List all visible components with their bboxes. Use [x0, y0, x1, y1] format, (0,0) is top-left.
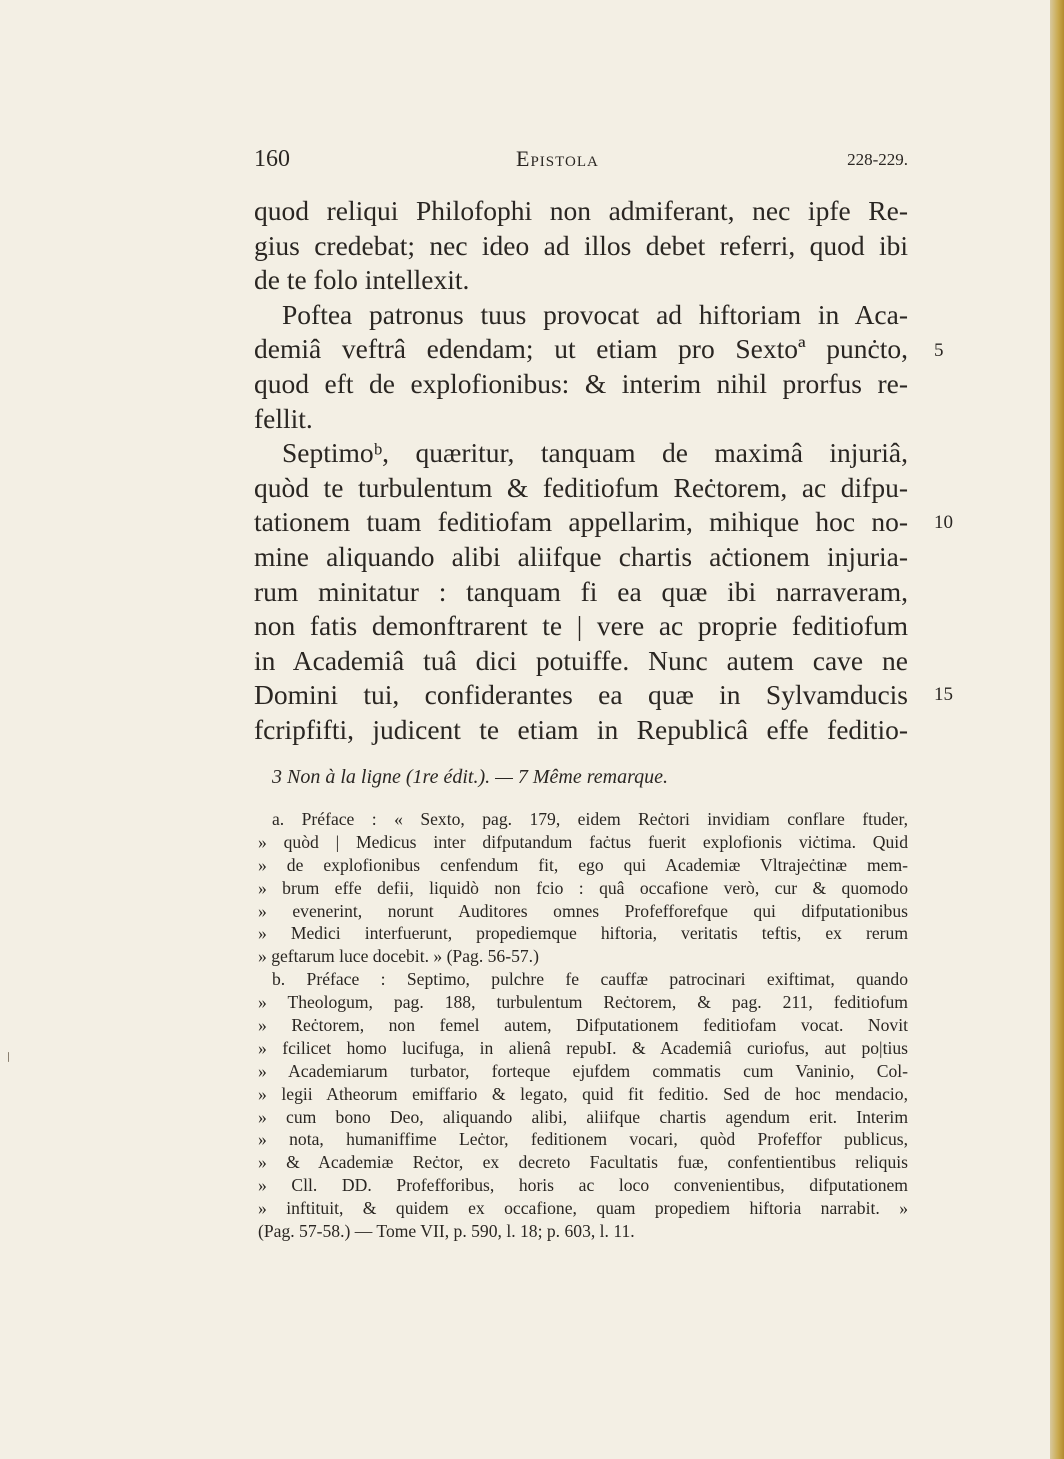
main-text — [254, 194, 908, 748]
text-line: tationem tuam feditiofam appellarim, mihique hoc no- — [254, 506, 908, 538]
footnote-line: » brum effe defii, liquidò non fcio : quâ occafione verò, cur & quomodo — [258, 877, 908, 898]
text-line: Domini tui, confiderantes ea quæ in Sylvamducis — [254, 679, 908, 711]
text-line: in Academiâ tuâ dici potuiffe. Nunc autem cave ne — [254, 644, 908, 676]
text-line: rum minitatur : tanquam fi ea quæ ibi narraveram, — [254, 575, 908, 607]
footnote-line: » Cll. DD. Profefforibus, horis ac loco convenientibus, difputationem — [258, 1175, 908, 1196]
footnote-line: » evenerint, norunt Auditores omnes Profefforefque qui difputationibus — [258, 900, 908, 921]
text-line: quod reliqui Philofophi non admiferant, nec ipfe Re- — [254, 195, 908, 226]
footnote-line: » quòd | Medicus inter difputandum faċtus fuerit explofionis viċtima. Quid — [258, 831, 908, 852]
line-number: 5 — [934, 340, 944, 361]
text-line: mine aliquando alibi aliifque chartis aċtionem injuria- — [254, 540, 908, 572]
footnote-line: » legii Atheorum emiffario & legato, quid fit feditio. Sed de hoc mendacio, — [258, 1083, 908, 1104]
page-reference: 228-229. — [847, 150, 908, 169]
page-edge — [1050, 0, 1064, 1459]
footnote-line: b. Préface : Septimo, pulchre fe cauffæ patrocinari exiftimat, quando — [272, 969, 908, 990]
paper-speck — [8, 1052, 9, 1062]
line-number: 10 — [934, 512, 953, 533]
footnote-line: » & Academiæ Reċtor, ex decreto Facultatis fuæ, confentientibus reliquis — [258, 1152, 908, 1173]
footnote-line: » Academiarum turbator, forteque ejufdem commatis cum Vaninio, Col- — [258, 1060, 908, 1081]
text-line: fcripfifti, judicent te etiam in Republicâ effe feditio- — [254, 713, 908, 745]
text-line: quòd te turbulentum & feditiofum Reċtorem, ac difpu- — [254, 471, 908, 503]
footnotes — [258, 808, 908, 1243]
running-title: Epistola — [516, 146, 599, 171]
footnote-line: » nota, humaniffime Leċtor, feditionem vocari, quòd Profeffor publicus, — [258, 1129, 908, 1150]
footnote-line: » de explofionibus cenfendum fit, ego qui Academiæ Vltrajeċtinæ mem- — [258, 854, 908, 875]
text-line: demiâ veftrâ edendam; ut etiam pro Sextoª punċto, — [254, 333, 908, 365]
page-number: 160 — [254, 146, 290, 172]
footnote-line: a. Préface : « Sexto, pag. 179, eidem Reċtori invidiam conflare ftuder, — [272, 809, 908, 829]
footnote-line: » Reċtorem, non femel autem, Difputationem feditiofam vocat. Novit — [258, 1015, 908, 1036]
text-line: gius credebat; nec ideo ad illos debet referri, quod ibi — [254, 229, 908, 261]
text-line: de te folo intellexit. — [254, 264, 470, 296]
footnote-line: » cum bono Deo, aliquando alibi, aliifque chartis agendum erit. Interim — [258, 1106, 908, 1127]
line-number: 15 — [934, 684, 953, 705]
footnote-line: » inftituit, & quidem ex occafione, quam propediem hiftoria narrabit. » — [258, 1198, 908, 1219]
footnote-line: » geftarum luce docebit. » (Pag. 56-57.) — [258, 946, 539, 967]
footnote-line: » Medici interfuerunt, propediemque hiftoria, veritatis teftis, ex rerum — [258, 923, 908, 944]
text-line: fellit. — [254, 402, 313, 434]
footnote-line: (Pag. 57-58.) — Tome VII, p. 590, l. 18; p. 603, l. 11. — [258, 1221, 635, 1242]
text-line: Septimoᵇ, quæritur, tanquam de maximâ injuriâ, — [282, 437, 908, 469]
footnote-line: » fcilicet homo lucifuga, in alienâ repubI. & Academiâ curiofus, aut po|tius — [258, 1037, 908, 1058]
page-header — [254, 146, 908, 180]
footnote-line: » Theologum, pag. 188, turbulentum Reċtorem, & pag. 211, feditiofum — [258, 992, 908, 1013]
text-line: quod eft de explofionibus: & interim nihil prorfus re- — [254, 367, 908, 399]
text-line: non fatis demonftrarent te | vere ac proprie feditiofum — [254, 610, 908, 642]
text-line: Poftea patronus tuus provocat ad hiftoriam in Aca- — [282, 298, 908, 330]
critical-apparatus: 3 Non à la ligne (1re édit.). — 7 Même remarque. — [272, 766, 669, 788]
